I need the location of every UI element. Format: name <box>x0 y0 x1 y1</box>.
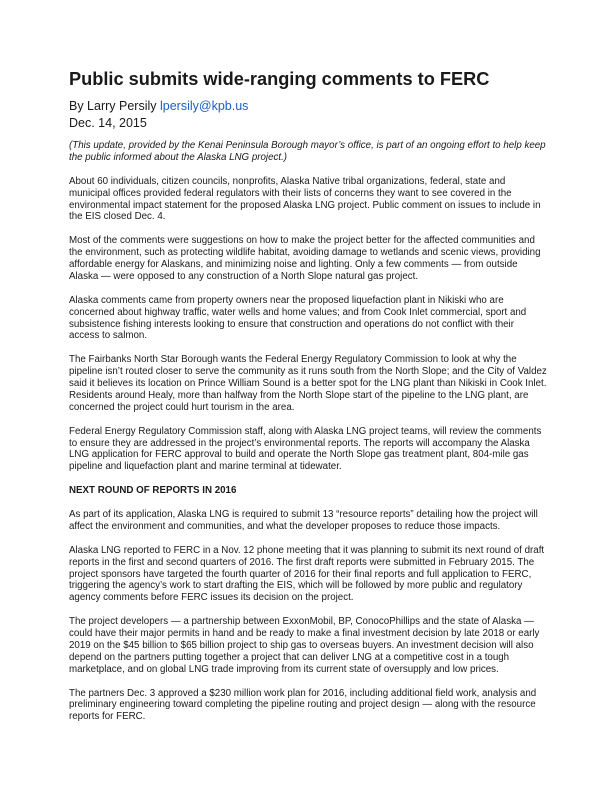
byline <box>69 99 248 114</box>
paragraph-5: Federal Energy Regulatory Commission staff, along with Alaska LNG project teams, will review the comments to ensure they are addressed in the project’s environmental reports. The reports will accompany the Alaska LNG application for FERC approval to build and operate the North Slope gas treatment plant, 804-mile gas pipeline and liquefaction plant and marine terminal at tidewater. <box>69 425 542 473</box>
section-heading: NEXT ROUND OF REPORTS IN 2016 <box>69 485 237 497</box>
paragraph-4: The Fairbanks North Star Borough wants the Federal Energy Regulatory Commission to look at why the pipeline isn’t routed closer to serve the community as it runs south from the North Slope; and the City of Valdez said it believes its location on Prince William Sound is a better spot for the LNG plant than Nikiski in Cook Inlet. Residents around Healy, more than halfway from the North Slope start of the pipeline to the LNG plant, are concerned the project could hurt tourism in the area. <box>69 354 547 413</box>
paragraph-6: As part of its application, Alaska LNG is required to submit 13 “resource reports” detailing how the project will affect the environment and communities, and what the developer proposes to reduce those impacts. <box>69 508 538 532</box>
paragraph-2: Most of the comments were suggestions on how to make the project better for the affected communities and the environment, such as protecting wildlife habitat, avoiding damage to wetlands and scenic views, providing affordable energy for Alaskans, and minimizing noise and lighting. Only a few comments — from outside Alaska — were opposed to any construction of a North Slope natural gas project. <box>69 235 541 282</box>
intro-note: (This update, provided by the Kenai Peninsula Borough mayor’s office, is part of an ongoing effort to help keep the public informed about the Alaska LNG project.) <box>69 140 546 163</box>
paragraph-1: About 60 individuals, citizen councils, nonprofits, Alaska Native tribal organizations, federal, state and municipal offices provided federal regulators with their lists of concerns they want to see covered in the environmental impact statement for the proposed Alaska LNG project. Public comment on issues to include in the EIS closed Dec. 4. <box>69 175 541 223</box>
paragraph-7: Alaska LNG reported to FERC in a Nov. 12 phone meeting that it was planning to submit its next round of draft reports in the first and second quarters of 2016. The first draft reports were submitted in February 2015. The project sponsors have targeted the fourth quarter of 2016 for their final reports and full application to FERC, triggering the agency’s work to start drafting the EIS, which will be followed by more public and regulatory agency comments before FERC issues its decision on the project. <box>69 544 545 604</box>
author-email-link[interactable]: lpersily@kpb.us <box>160 99 249 113</box>
article-body <box>69 140 547 735</box>
paragraph-3: Alaska comments came from property owners near the proposed liquefaction plant in Nikiski who are concerned about highway traffic, water wells and home values; and from Cook Inlet commercial, sport and subsistence fishing interests looking to ensure that construction and operations do not conflict with their access to salmon. <box>69 294 527 342</box>
article-title: Public submits wide-ranging comments to FERC <box>69 69 490 89</box>
publication-date: Dec. 14, 2015 <box>69 116 147 130</box>
byline-author: By Larry Persily <box>69 99 160 113</box>
paragraph-9: The partners Dec. 3 approved a $230 million work plan for 2016, including additional field work, analysis and preliminary engineering toward completing the pipeline routing and project design — along with the resource reports for FERC. <box>69 687 537 723</box>
paragraph-8: The project developers — a partnership between ExxonMobil, BP, ConocoPhillips and the state of Alaska — could have their major permits in hand and be ready to make a final investment decision by late 2018 or early 2019 on the $45 billion to $65 billion project to ship gas to overseas buyers. An investment decision will also depend on the partners putting together a project that can deliver LNG at a competitive cost in a tough marketplace, and on global LNG trade improving from its current state of oversupply and low prices. <box>69 616 540 675</box>
